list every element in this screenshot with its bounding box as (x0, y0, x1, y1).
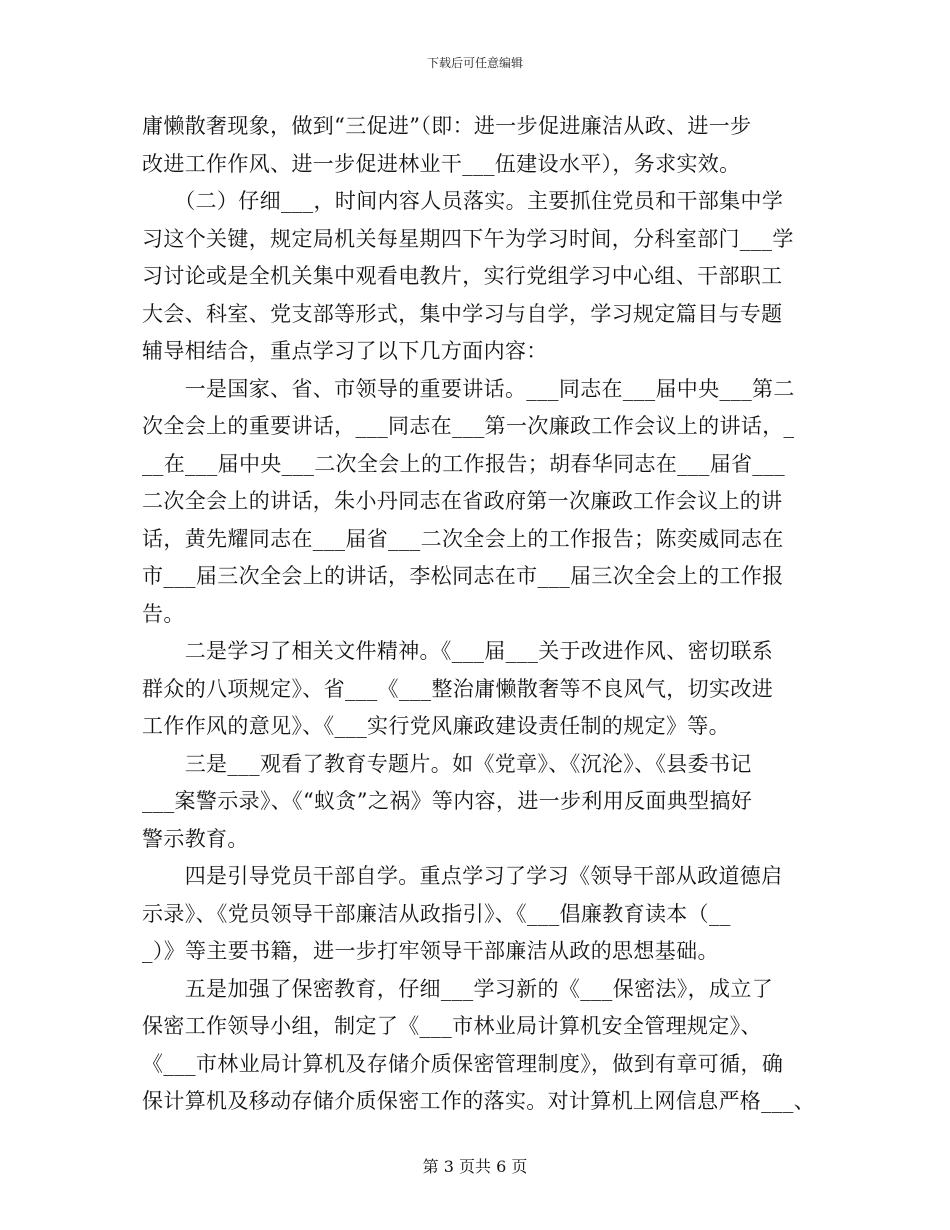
text-line: 习讨论或是全机关集中观看电教片，实行党组学习中心组、干部职工 (142, 264, 783, 288)
text-line: 四是引导党员干部自学。重点学习了学习《领导干部从政道德启 (142, 864, 783, 888)
text-line: ___案警示录》、《“蚁贪”之祸》等内容，进一步利用反面典型搞好 (142, 789, 753, 813)
page-footer: 第 3 页共 6 页 (422, 1157, 528, 1176)
text-line: （二）仔细___，时间内容人员落实。主要抓住党员和干部集中学 (142, 189, 784, 213)
text-line: 告。 (142, 601, 185, 626)
text-line: 二是学习了相关文件精神。《___届___关于改进作风、密切联系 (142, 639, 774, 663)
text-line: 一是国家、省、市领导的重要讲话。___同志在___届中央___第二 (142, 376, 795, 401)
text-line: 市___届三次全会上的讲话，李松同志在市___届三次全会上的工作报 (142, 564, 784, 588)
text-line: 群众的八项规定》、省___《___整治庸懒散奢等不良风气，切实改进 (142, 676, 774, 701)
text-line: 工作作风的意见》、《___实行党风廉政建设责任制的规定》等。 (142, 714, 730, 738)
text-line: 三是___观看了教育专题片。如《党章》、《沉沦》、《县委书记 (142, 751, 752, 776)
text-line: 《___市林业局计算机及存储介质保密管理制度》，做到有章可循，确 (142, 1051, 784, 1076)
text-line: 改进工作作风、进一步促进林业干___伍建设水平），务求实效。 (142, 151, 741, 176)
text-line: 次全会上的重要讲话，___同志在___第一次廉政工作会议上的讲话，_ (142, 414, 795, 438)
text-line: 庸懒散奢现象，做到“三促进”（即：进一步促进廉洁从政、进一步 (142, 114, 752, 138)
text-line: 话，黄先耀同志在___届省___二次全会上的工作报告；陈奕威同志在 (142, 526, 784, 551)
text-line: 保计算机及移动存储介质保密工作的落实。对计算机上网信息严格___、 (142, 1089, 816, 1113)
text-line: 大会、科室、党支部等形式，集中学习与自学，学习规定篇目与专题 (142, 301, 783, 326)
text-line: 辅导相结合，重点学习了以下几方面内容： (142, 339, 548, 363)
document-body (142, 108, 818, 1121)
text-line: 五是加强了保密教育，仔细___学习新的《___保密法》，成立了 (142, 976, 774, 1001)
text-line: 习这个关键，规定局机关每星期四下午为学习时间，分科室部门___学 (142, 226, 794, 251)
text-line: 示录》、《党员领导干部廉洁从政指引》、《___倡廉教育读本（__ (142, 901, 731, 926)
text-line: _）》等主要书籍，进一步打牢领导干部廉洁从政的思想基础。 (142, 939, 719, 963)
text-line: 警示教育。 (142, 826, 249, 851)
page-header: 下载后可任意编辑 (426, 56, 523, 70)
text-line: __在___届中央___二次全会上的工作报告；胡春华同志在___届省___ (142, 451, 785, 476)
text-line: 保密工作领导小组，制定了《___市林业局计算机安全管理规定》、 (142, 1014, 762, 1038)
text-line: 二次全会上的讲话，朱小丹同志在省政府第一次廉政工作会议上的讲 (142, 489, 783, 513)
